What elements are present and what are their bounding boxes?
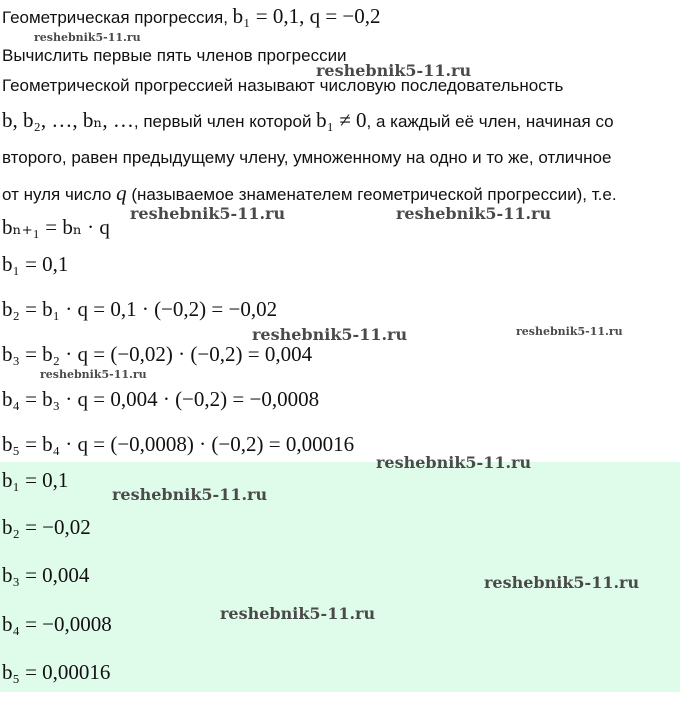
definition-line-2 [2, 110, 614, 132]
step-3: b₃ = b₂ · q = (−0,02) · (−0,2) = 0,004 [2, 342, 313, 366]
ratio-symbol: q [116, 181, 127, 205]
definition-text-d: (называемое знаменателем геометрической прогрессии), т.е. [126, 185, 617, 204]
task-text: Вычислить первые пять членов прогрессии [2, 46, 347, 65]
answer-5: b₅ = 0,00016 [2, 660, 111, 684]
watermark: reshebnik5-11.ru [316, 61, 472, 80]
watermark: reshebnik5-11.ru [252, 325, 408, 344]
step-1: b₁ = 0,1 [2, 252, 69, 276]
definition-text-a: , первый член которой [133, 112, 317, 131]
watermark: reshebnik5-11.ru [396, 204, 552, 223]
watermark: reshebnik5-11.ru [484, 573, 640, 592]
watermark: reshebnik5-11.ru [220, 604, 376, 623]
watermark: reshebnik5-11.ru [130, 204, 286, 223]
watermark: reshebnik5-11.ru [376, 453, 532, 472]
recurrence-formula: bₙ₊₁ = bₙ · q [2, 215, 110, 239]
header-title [2, 6, 381, 28]
header-title-text: Геометрическая прогрессия, [2, 8, 233, 27]
watermark: reshebnik5-11.ru [112, 485, 268, 504]
answer-2: b₂ = −0,02 [2, 515, 91, 539]
answer-3: b₃ = 0,004 [2, 563, 90, 587]
answer-1: b₁ = 0,1 [2, 468, 69, 492]
header-title-formula: b₁ = 0,1, q = −0,2 [232, 4, 381, 28]
answer-4: b₄ = −0,0008 [2, 612, 112, 636]
definition-text-b: , а каждый её член, начиная со [366, 112, 614, 131]
definition-line-1: Геометрической прогрессией называют числовую последовательность [2, 76, 564, 95]
watermark: reshebnik5-11.ru [40, 368, 147, 381]
watermark: reshebnik5-11.ru [516, 325, 623, 338]
watermark: reshebnik5-11.ru [34, 31, 141, 44]
step-4: b₄ = b₃ · q = 0,004 · (−0,2) = −0,0008 [2, 387, 320, 411]
definition-line-4 [2, 183, 617, 205]
sequence-formula: b, b₂, …, bₙ, … [2, 108, 134, 132]
step-2: b₂ = b₁ · q = 0,1 · (−0,2) = −0,02 [2, 297, 278, 321]
definition-text-c: от нуля число [2, 185, 117, 204]
first-term-condition: b₁ ≠ 0 [316, 108, 367, 132]
step-5: b₅ = b₄ · q = (−0,0008) · (−0,2) = 0,00016 [2, 432, 355, 456]
definition-line-3: второго, равен предыдущему члену, умноженному на одно и то же, отличное [2, 148, 612, 167]
